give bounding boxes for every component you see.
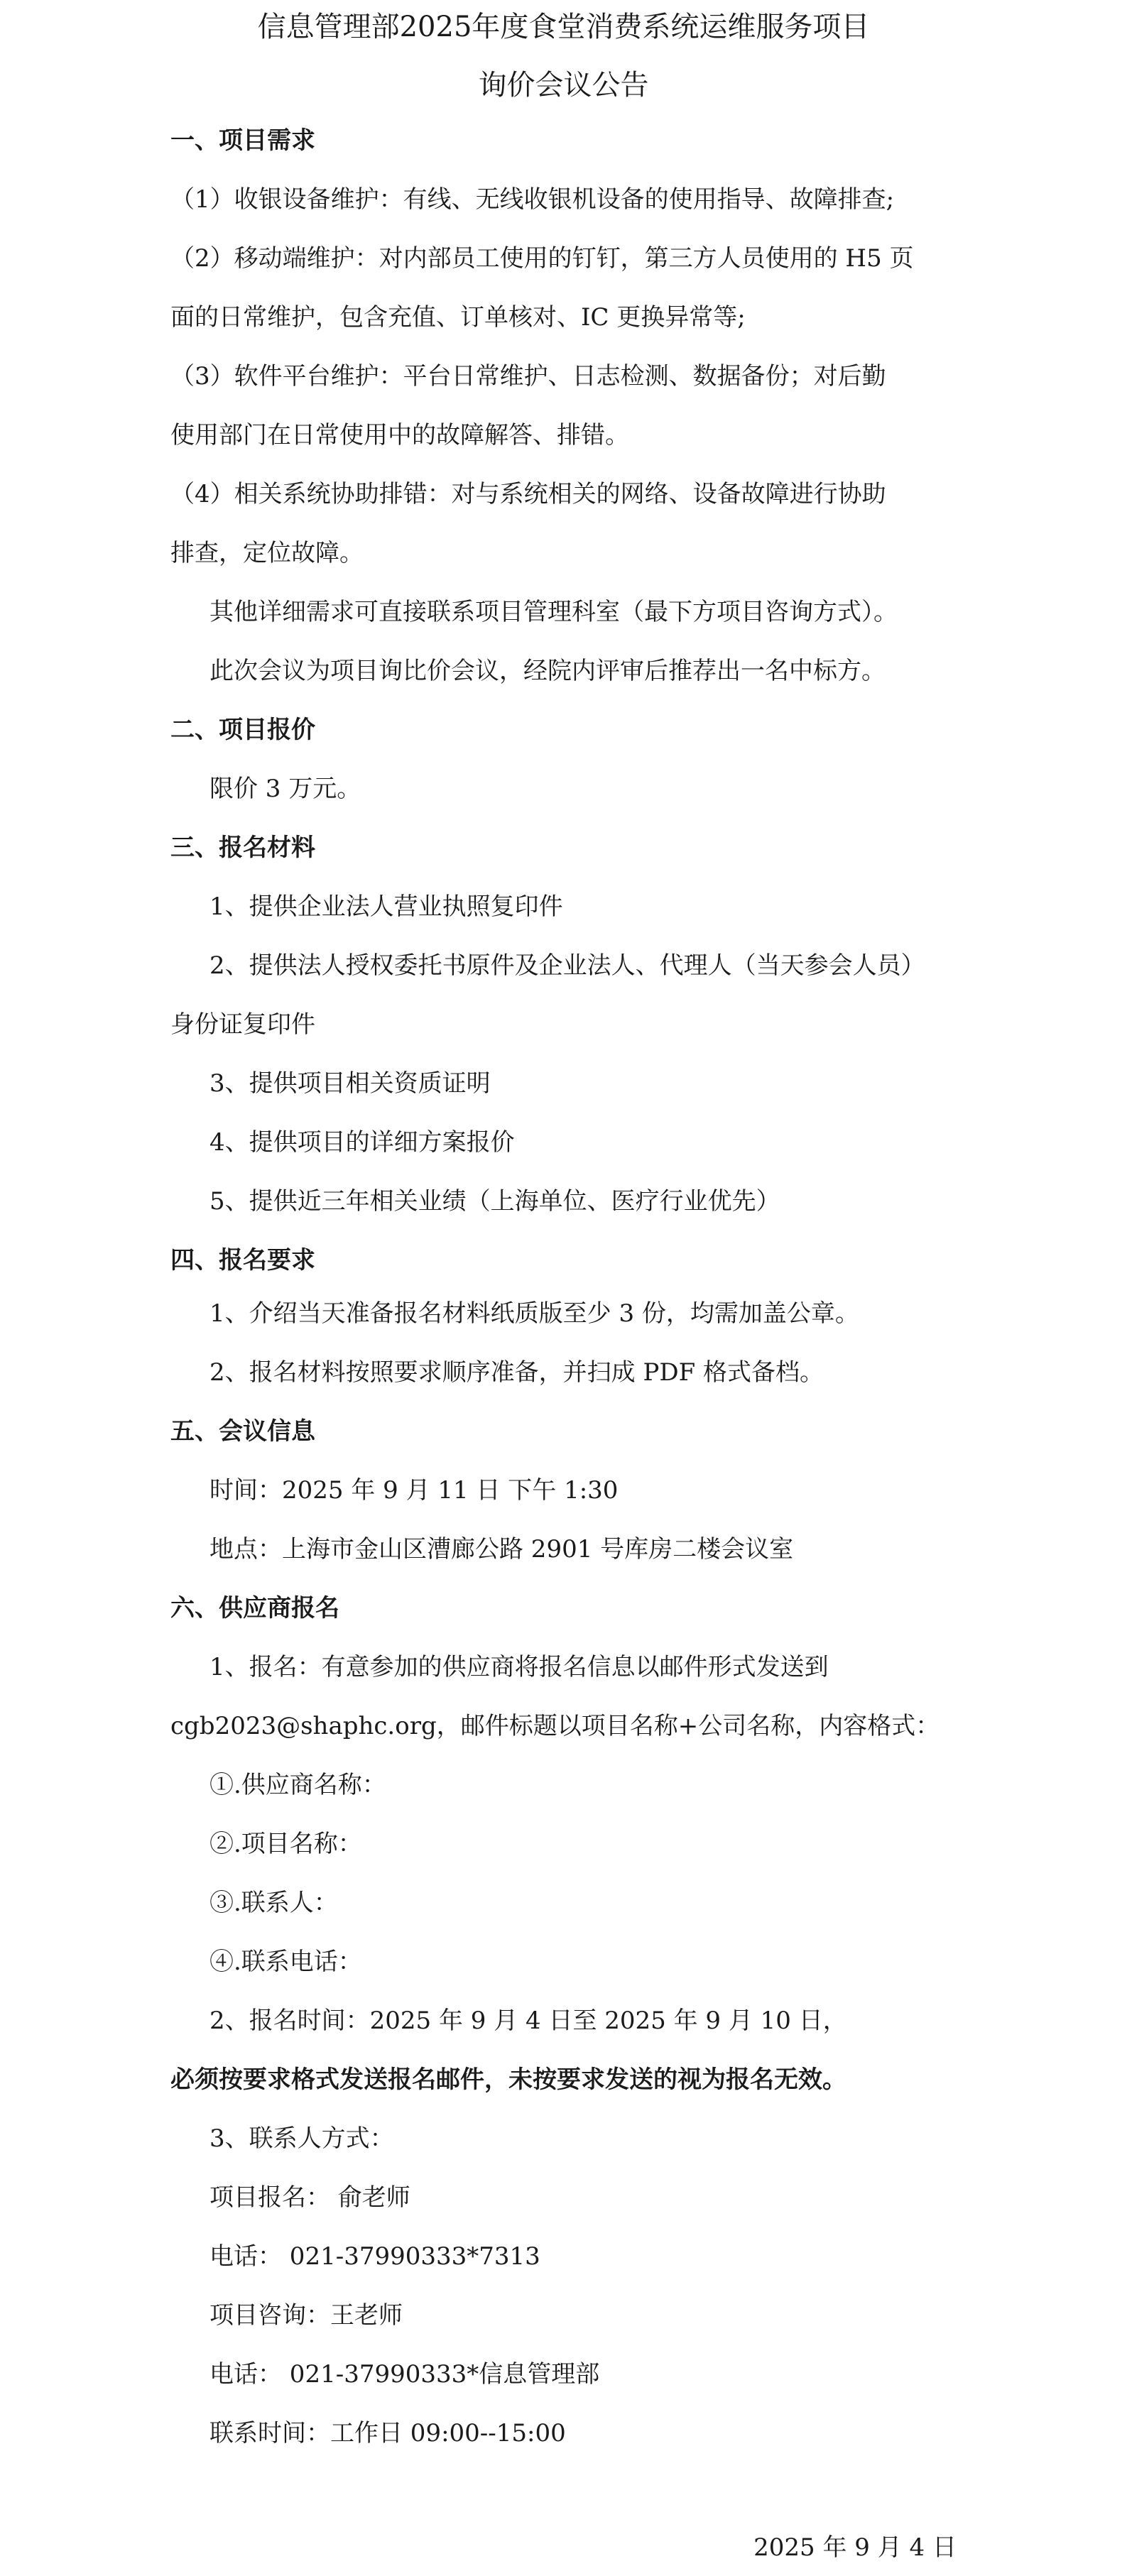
format-item: ④.联系电话： xyxy=(209,1948,362,1976)
section-heading-materials: 三、报名材料 xyxy=(170,834,315,862)
material-line: 5、提供近三年相关业绩（上海单位、医疗行业优先） xyxy=(209,1187,780,1216)
contact-hours: 联系时间：工作日 09:00--15:00 xyxy=(209,2419,566,2447)
registration-period: 2、报名时间：2025 年 9 月 4 日至 2025 年 9 月 10 日， xyxy=(209,2007,847,2035)
contact-consulting: 项目咨询：王老师 xyxy=(209,2301,403,2330)
material-line: 3、提供项目相关资质证明 xyxy=(209,1069,491,1098)
material-line: 身份证复印件 xyxy=(170,1010,315,1039)
title-line-1: 信息管理部2025年度食堂消费系统运维服务项目 xyxy=(257,11,870,43)
announcement-date: 2025 年 9 月 4 日 xyxy=(753,2533,957,2562)
contact-phone: 电话： 021-37990333*信息管理部 xyxy=(209,2360,600,2389)
section-heading-price: 二、项目报价 xyxy=(170,716,315,744)
contact-heading: 3、联系人方式： xyxy=(209,2124,394,2153)
requirement-line: （3）软件平台维护：平台日常维护、日志检测、数据备份；对后勤 xyxy=(170,362,886,391)
registration-line: 1、报名：有意参加的供应商将报名信息以邮件形式发送到 xyxy=(209,1653,829,1681)
section-heading-supplier-registration: 六、供应商报名 xyxy=(170,1594,339,1622)
format-item: ①.供应商名称： xyxy=(209,1771,386,1799)
registration-requirement-line: 1、介绍当天准备报名材料纸质版至少 3 份，均需加盖公章。 xyxy=(209,1299,859,1328)
requirement-line: 排查，定位故障。 xyxy=(170,539,364,567)
registration-warning: 必须按要求格式发送报名邮件，未按要求发送的视为报名无效。 xyxy=(170,2065,846,2094)
requirement-line: 面的日常维护，包含充值、订单核对、IC 更换异常等; xyxy=(170,303,746,332)
section-heading-meeting-info: 五、会议信息 xyxy=(170,1417,315,1446)
material-line: 1、提供企业法人营业执照复印件 xyxy=(209,893,563,921)
price-line: 限价 3 万元。 xyxy=(209,775,361,803)
section-heading-registration-requirements: 四、报名要求 xyxy=(170,1246,315,1275)
title-line-2: 询价会议公告 xyxy=(478,69,649,102)
requirement-line: 此次会议为项目询比价会议，经院内评审后推荐出一名中标方。 xyxy=(209,657,886,685)
requirement-line: 其他详细需求可直接联系项目管理科室（最下方项目咨询方式）。 xyxy=(209,598,898,626)
requirement-line: （4）相关系统协助排错：对与系统相关的网络、设备故障进行协助 xyxy=(170,480,886,508)
registration-requirement-line: 2、报名材料按照要求顺序准备，并扫成 PDF 格式备档。 xyxy=(209,1358,824,1387)
material-line: 2、提供法人授权委托书原件及企业法人、代理人（当天参会人员） xyxy=(209,951,925,980)
section-heading-requirements: 一、项目需求 xyxy=(170,126,315,155)
format-item: ③.联系人： xyxy=(209,1889,338,1917)
meeting-time: 时间：2025 年 9 月 11 日 下午 1:30 xyxy=(209,1476,619,1505)
contact-registration: 项目报名： 俞老师 xyxy=(209,2183,410,2212)
format-item: ②.项目名称： xyxy=(209,1830,362,1858)
material-line: 4、提供项目的详细方案报价 xyxy=(209,1128,515,1157)
requirement-line: 使用部门在日常使用中的故障解答、排错。 xyxy=(170,421,629,449)
registration-email-line: cgb2023@shaphc.org，邮件标题以项目名称+公司名称，内容格式： xyxy=(170,1712,940,1740)
contact-phone: 电话： 021-37990333*7313 xyxy=(209,2242,540,2271)
meeting-location: 地点：上海市金山区漕廊公路 2901 号库房二楼会议室 xyxy=(209,1535,794,1563)
requirement-line: （1）收银设备维护：有线、无线收银机设备的使用指导、故障排查; xyxy=(170,185,895,214)
requirement-line: （2）移动端维护：对内部员工使用的钉钉，第三方人员使用的 H5 页 xyxy=(170,244,914,273)
